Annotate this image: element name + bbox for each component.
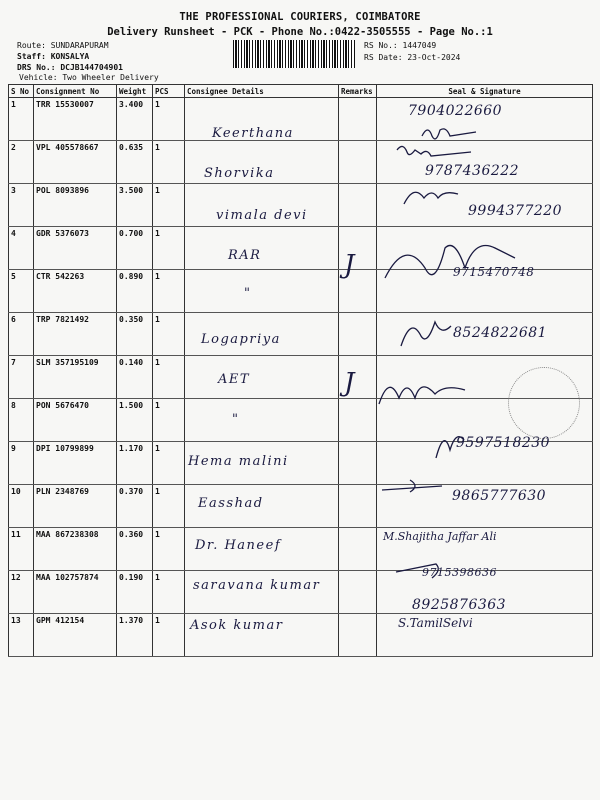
serial-number-cell: 13 <box>9 614 34 657</box>
weight-cell: 3.500 <box>117 184 153 227</box>
consignment-number-cell: VPL 405578667 <box>34 141 117 184</box>
pcs-cell: 1 <box>153 356 185 399</box>
consignment-number-cell: GPM 412154 <box>34 614 117 657</box>
handwritten-consignee: Logapriya <box>201 332 281 347</box>
consignment-number-cell: MAA 102757874 <box>34 571 117 614</box>
pcs-cell: 1 <box>153 614 185 657</box>
table-row <box>9 98 593 141</box>
consignee-cell <box>185 270 339 313</box>
handwritten-consignee: RAR <box>228 248 262 263</box>
weight-cell: 0.890 <box>117 270 153 313</box>
weight-cell: 1.370 <box>117 614 153 657</box>
document-title: THE PROFESSIONAL COURIERS, COIMBATORE <box>179 11 421 23</box>
handwritten-phone: 9715398636 <box>422 566 497 579</box>
pcs-cell: 1 <box>153 313 185 356</box>
remarks-cell <box>339 528 377 571</box>
weight-cell: 3.400 <box>117 98 153 141</box>
pcs-cell: 1 <box>153 141 185 184</box>
signature-scribble <box>395 142 475 162</box>
serial-number-cell: 8 <box>9 399 34 442</box>
handwritten-signature-name: M.Shajitha Jaffar Ali <box>383 530 497 543</box>
handwritten-consignee: Shorvika <box>204 166 275 181</box>
signature-scribble <box>430 422 470 462</box>
column-header: Weight <box>117 85 153 98</box>
handwritten-consignee: " <box>244 286 252 301</box>
weight-cell: 0.140 <box>117 356 153 399</box>
signature-scribble <box>375 228 525 288</box>
barcode-image <box>233 40 355 68</box>
handwritten-consignee: " <box>232 412 240 427</box>
remarks-cell <box>339 184 377 227</box>
route-label: Route: SUNDARAPURAM <box>17 41 109 50</box>
handwritten-consignee: Dr. Haneef <box>195 538 282 553</box>
consignment-number-cell: CTR 542263 <box>34 270 117 313</box>
pcs-cell: 1 <box>153 184 185 227</box>
table-row <box>9 528 593 571</box>
weight-cell: 0.190 <box>117 571 153 614</box>
consignment-number-cell: PLN 2348769 <box>34 485 117 528</box>
signature-scribble <box>420 122 480 142</box>
remarks-mark: J <box>344 250 355 280</box>
serial-number-cell: 1 <box>9 98 34 141</box>
pcs-cell: 1 <box>153 270 185 313</box>
serial-number-cell: 12 <box>9 571 34 614</box>
remarks-cell <box>339 313 377 356</box>
column-header: PCS <box>153 85 185 98</box>
consignment-number-cell: GDR 5376073 <box>34 227 117 270</box>
table-row <box>9 614 593 657</box>
remarks-cell <box>339 442 377 485</box>
handwritten-phone: 9787436222 <box>425 163 520 179</box>
serial-number-cell: 11 <box>9 528 34 571</box>
remarks-cell <box>339 614 377 657</box>
handwritten-phone: 9994377220 <box>468 203 563 219</box>
handwritten-signature-name: S.TamilSelvi <box>398 616 473 630</box>
consignment-number-cell: MAA 867238308 <box>34 528 117 571</box>
drs-label: DRS No.: DCJB144704901 <box>17 63 123 72</box>
handwritten-consignee: saravana kumar <box>193 578 321 593</box>
consignee-cell <box>185 356 339 399</box>
pcs-cell: 1 <box>153 399 185 442</box>
handwritten-consignee: AET <box>218 372 251 387</box>
signature-scribble <box>400 180 470 210</box>
serial-number-cell: 7 <box>9 356 34 399</box>
handwritten-consignee: Hema malini <box>188 454 289 469</box>
weight-cell: 1.170 <box>117 442 153 485</box>
serial-number-cell: 4 <box>9 227 34 270</box>
column-header: Consignee Details <box>185 85 339 98</box>
weight-cell: 0.700 <box>117 227 153 270</box>
consignee-cell <box>185 399 339 442</box>
consignment-number-cell: DPI 10799899 <box>34 442 117 485</box>
pcs-cell: 1 <box>153 485 185 528</box>
handwritten-phone: 9597518230 <box>456 435 551 451</box>
table-row <box>9 356 593 399</box>
handwritten-consignee: Easshad <box>198 496 264 511</box>
consignment-number-cell: SLM 357195109 <box>34 356 117 399</box>
remarks-cell <box>339 485 377 528</box>
handwritten-consignee: vimala devi <box>216 208 308 223</box>
weight-cell: 0.360 <box>117 528 153 571</box>
handwritten-consignee: Keerthana <box>212 126 294 141</box>
handwritten-phone: 8524822681 <box>453 325 548 341</box>
weight-cell: 0.370 <box>117 485 153 528</box>
pcs-cell: 1 <box>153 227 185 270</box>
table-header-row <box>9 85 593 98</box>
signature-scribble <box>380 476 450 500</box>
handwritten-consignee: Asok kumar <box>190 618 284 633</box>
serial-number-cell: 5 <box>9 270 34 313</box>
remarks-mark: J <box>344 368 355 398</box>
column-header: Consignment No <box>34 85 117 98</box>
serial-number-cell: 2 <box>9 141 34 184</box>
document-subtitle: Delivery Runsheet - PCK - Phone No.:0422-3505555 - Page No.:1 <box>107 26 493 38</box>
consignment-number-cell: POL 8093896 <box>34 184 117 227</box>
weight-cell: 0.635 <box>117 141 153 184</box>
pcs-cell: 1 <box>153 442 185 485</box>
staff-label: Staff: KONSALYA <box>17 52 90 61</box>
handwritten-phone: 7904022660 <box>408 103 503 119</box>
weight-cell: 0.350 <box>117 313 153 356</box>
handwritten-phone: 9715470748 <box>453 265 535 279</box>
remarks-cell <box>339 141 377 184</box>
serial-number-cell: 9 <box>9 442 34 485</box>
column-header: Remarks <box>339 85 377 98</box>
remarks-cell <box>339 98 377 141</box>
consignee-cell <box>185 227 339 270</box>
handwritten-phone: 9865777630 <box>452 488 547 504</box>
delivery-stamp <box>508 367 580 439</box>
handwritten-phone: 8925876363 <box>412 597 507 613</box>
rs-date-label: RS Date: 23-Oct-2024 <box>364 53 461 62</box>
serial-number-cell: 10 <box>9 485 34 528</box>
serial-number-cell: 6 <box>9 313 34 356</box>
consignment-number-cell: PON 5676470 <box>34 399 117 442</box>
remarks-cell <box>339 571 377 614</box>
pcs-cell: 1 <box>153 98 185 141</box>
pcs-cell: 1 <box>153 571 185 614</box>
weight-cell: 1.500 <box>117 399 153 442</box>
signature-scribble <box>395 312 455 352</box>
serial-number-cell: 3 <box>9 184 34 227</box>
rs-no-label: RS No.: 1447049 <box>364 41 437 50</box>
consignment-number-cell: TRP 7821492 <box>34 313 117 356</box>
pcs-cell: 1 <box>153 528 185 571</box>
consignment-number-cell: TRR 15530007 <box>34 98 117 141</box>
column-header: S No <box>9 85 34 98</box>
remarks-cell <box>339 399 377 442</box>
column-header: Seal & Signature <box>377 85 593 98</box>
signature-scribble <box>375 370 485 410</box>
vehicle-label: Vehicle: Two Wheeler Delivery <box>19 73 159 82</box>
signature-scribble <box>392 552 452 582</box>
